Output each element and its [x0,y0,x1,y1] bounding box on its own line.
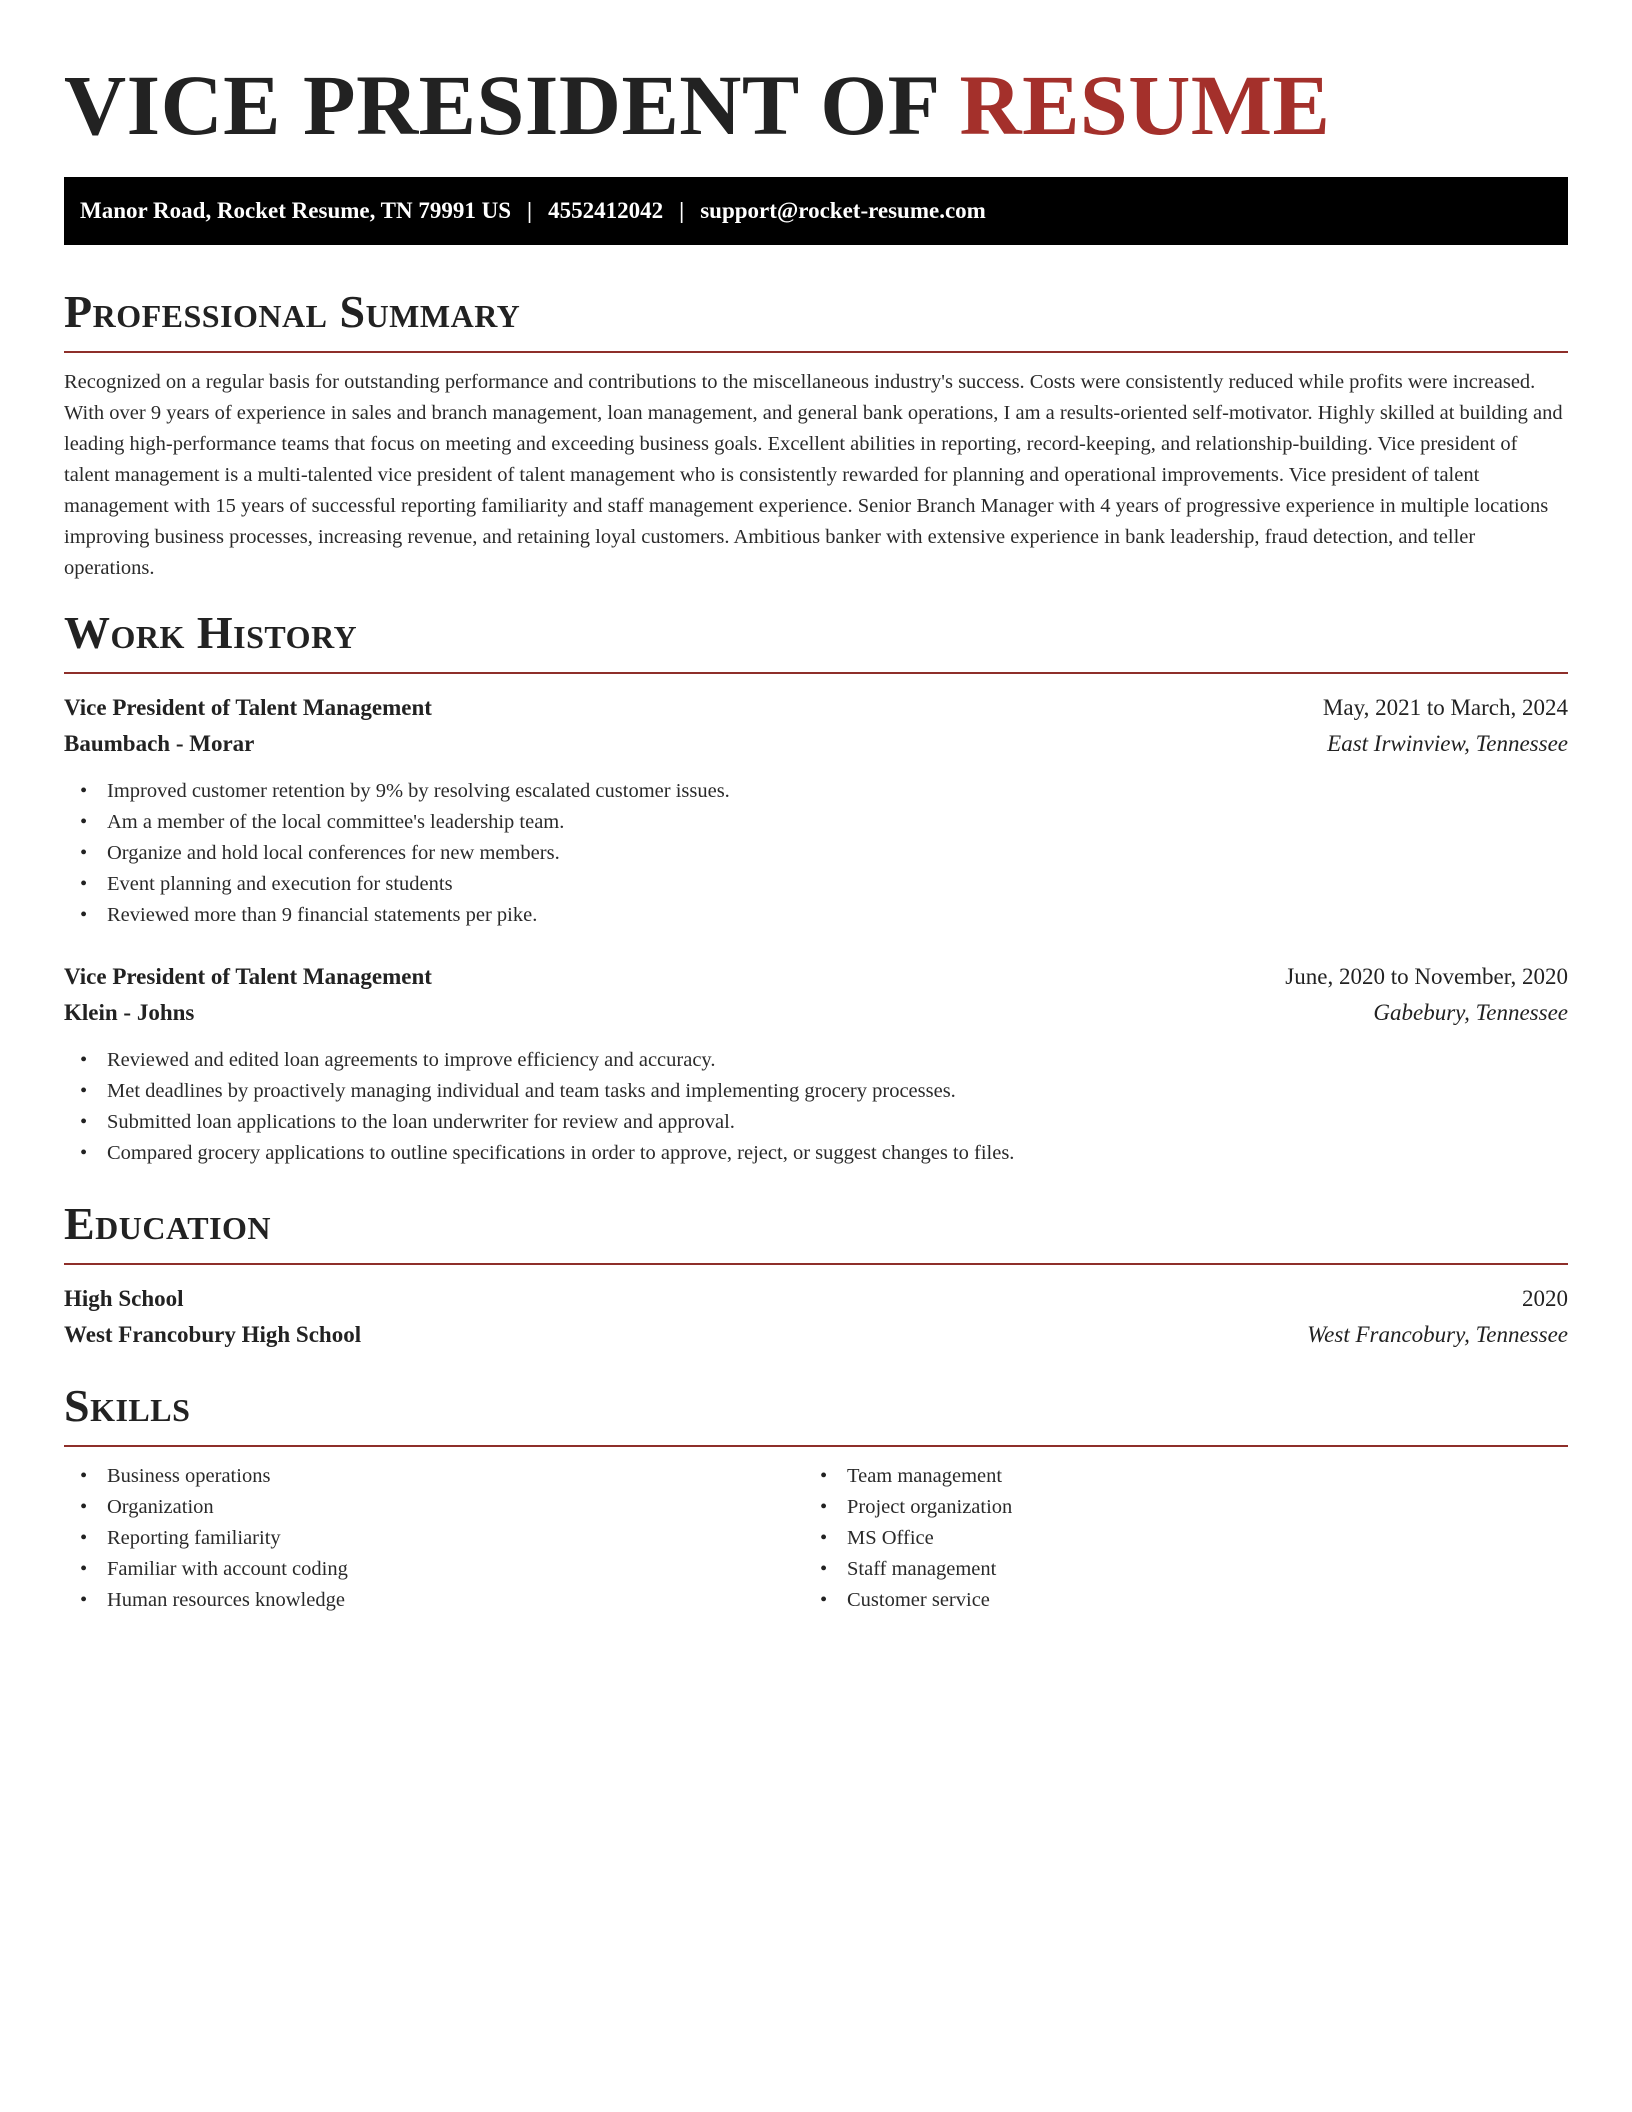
job-title-row [64,690,1568,726]
section-divider [64,351,1568,353]
list-item: • Am a member of the local committee's leadership team. [64,807,1568,838]
skill-item: • Team management [804,1461,1544,1492]
education-school-row [64,1317,1568,1353]
skill-item: • Human resources knowledge [64,1585,804,1616]
skill-item: • Familiar with account coding [64,1554,804,1585]
job-bullets [64,776,1568,931]
section-heading: Professional Summary [64,286,521,337]
education-year: 2020 [1522,1286,1568,1311]
job-company-row [64,726,1568,762]
skills-grid [64,1461,1568,1616]
job-dates: May, 2021 to March, 2024 [1322,695,1568,720]
section-divider [64,1445,1568,1447]
list-item: • Organize and hold local conferences for new members. [64,838,1568,869]
section-heading: Skills [64,1380,191,1431]
job-entry [64,690,1568,931]
list-item: • Reviewed more than 9 financial statements per pike. [64,900,1568,931]
education-school: West Francobury High School [64,1322,362,1347]
title-accent: RESUME [959,57,1331,153]
job-title: Vice President of Talent Management [64,695,432,720]
skills-section [64,1379,1568,1616]
job-location: East Irwinview, Tennessee [1327,731,1568,756]
education-degree: High School [64,1286,184,1311]
education-degree-row [64,1281,1568,1317]
list-item: • Event planning and execution for students [64,869,1568,900]
job-title-row [64,959,1568,995]
job-title: Vice President of Talent Management [64,964,432,989]
list-item: • Reviewed and edited loan agreements to improve efficiency and accuracy. [64,1045,1568,1076]
contact-address: Manor Road, Rocket Resume, TN 79991 US [80,198,512,223]
job-dates: June, 2020 to November, 2020 [1285,964,1568,989]
title-main: VICE PRESIDENT OF [64,57,938,153]
list-item: • Submitted loan applications to the loan underwriter for review and approval. [64,1107,1568,1138]
education-location: West Francobury, Tennessee [1307,1322,1568,1347]
list-item: • Met deadlines by proactively managing individual and team tasks and implementing grocery processes. [64,1076,1568,1107]
job-bullets [64,1045,1568,1169]
job-company: Baumbach - Morar [64,731,255,756]
skill-item: • Customer service [804,1585,1544,1616]
job-company: Klein - Johns [64,1000,195,1025]
skill-item: • MS Office [804,1523,1544,1554]
skills-column-right [804,1461,1544,1616]
section-divider [64,1263,1568,1265]
summary-section [64,285,1568,584]
education-section [64,1197,1568,1353]
contact-separator: | [679,198,685,223]
education-entry [64,1281,1568,1353]
skill-item: • Reporting familiarity [64,1523,804,1554]
skill-item: • Business operations [64,1461,804,1492]
job-entry [64,959,1568,1169]
section-heading: Education [64,1198,272,1249]
section-heading: Work History [64,607,358,658]
job-company-row [64,995,1568,1031]
contact-separator: | [527,198,533,223]
work-history-section [64,606,1568,1169]
resume-title [64,55,1568,155]
list-item: • Compared grocery applications to outline specifications in order to approve, reject, or suggest changes to files. [64,1138,1568,1169]
skills-column-left [64,1461,804,1616]
skill-item: • Organization [64,1492,804,1523]
skill-item: • Staff management [804,1554,1544,1585]
list-item: • Improved customer retention by 9% by resolving escalated customer issues. [64,776,1568,807]
contact-phone: 4552412042 [548,198,664,223]
job-location: Gabebury, Tennessee [1373,1000,1568,1025]
skill-item: • Project organization [804,1492,1544,1523]
section-divider [64,672,1568,674]
contact-bar [64,177,1568,245]
contact-email: support@rocket-resume.com [700,198,986,223]
summary-text: Recognized on a regular basis for outstanding performance and contributions to the miscellaneous industry's success. Costs were consistently reduced while profits were increased. With over 9 years of experience in sales and branch management, loan management, and general bank operations, I am a results-oriented self-motivator. Highly skilled at building and leading high-performance teams that focus on meeting and exceeding business goals. Excellent abilities in reporting, record-keeping, and relationship-building. Vice president of talent management is a multi-talented vice president of talent management who is consistently rewarded for planning and operational improvements. Vice president of talent management with 15 years of successful reporting familiarity and staff management experience. Senior Branch Manager with 4 years of progressive experience in multiple locations improving business processes, increasing revenue, and retaining loyal customers. Ambitious banker with extensive experience in bank leadership, fraud detection, and teller operations. [64,371,1563,579]
